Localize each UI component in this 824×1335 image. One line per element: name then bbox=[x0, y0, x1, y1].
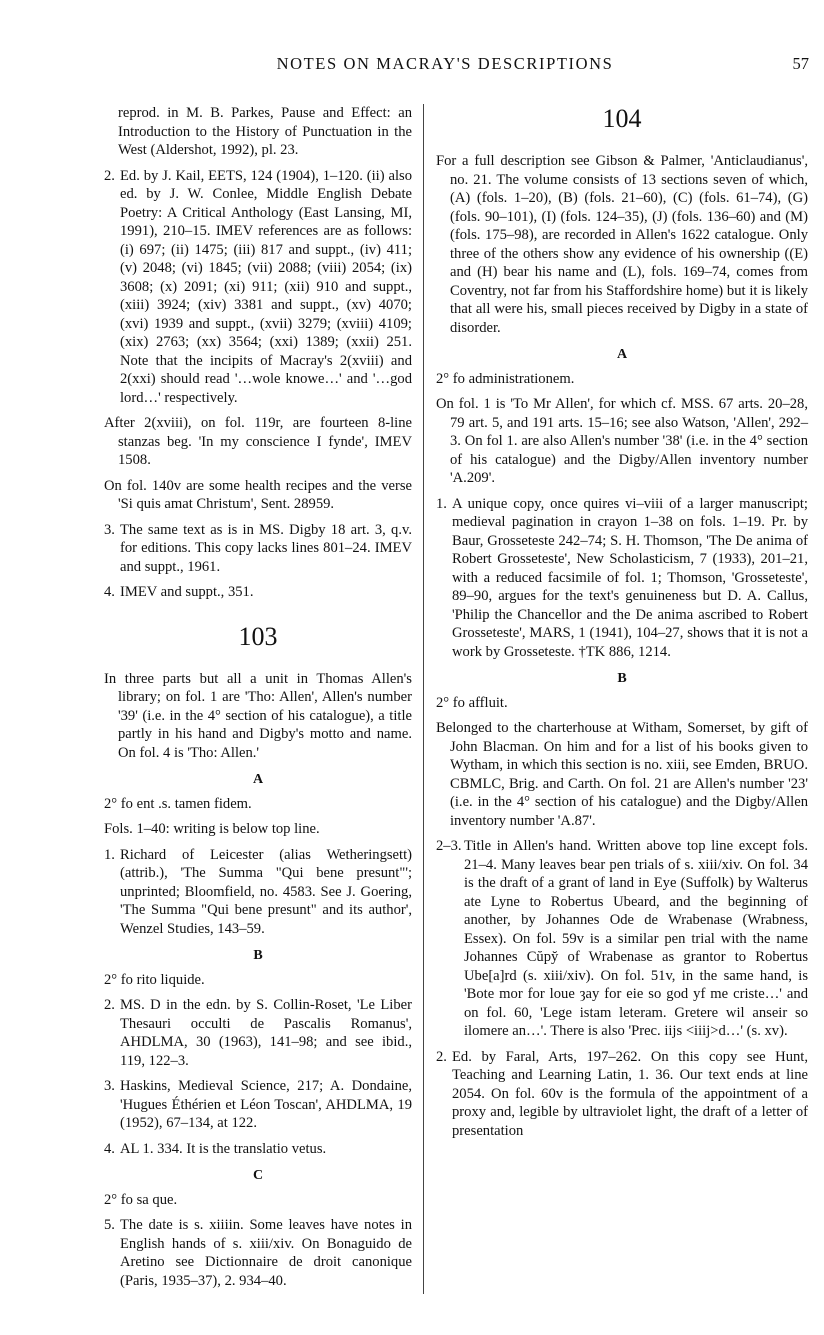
note-a1 bbox=[104, 846, 412, 939]
note-number: 2. bbox=[104, 167, 115, 184]
note-number: 4. bbox=[104, 584, 115, 600]
note-number: 2–3. bbox=[436, 838, 462, 854]
continuation-paragraph: reprod. in M. B. Parkes, Pause and Effect: an Introduction to the History of Punctuation in the West (Aldershot, 1992), pl. 23. bbox=[118, 105, 412, 158]
manuscript-heading-104: 104 bbox=[602, 104, 642, 133]
section-heading-b: B bbox=[617, 671, 627, 686]
second-folio-b: 2° fo rito liquide. bbox=[104, 971, 205, 988]
second-folio-c: 2° fo sa que. bbox=[104, 1191, 178, 1208]
section-heading-a: A bbox=[616, 347, 628, 362]
note-text: MS. D in the edn. by S. Collin-Roset, 'Le Liber Thesauri occulti de Pascalis Romanus', AHDLMA, 30 (1963), 141–98; and see ibid., 119, 122–3. bbox=[120, 997, 412, 1069]
after-note-paragraph: After 2(xviii), on fol. 119r, are fourteen 8-line stanzas beg. 'In my conscience I fynde', IMEV 1508. bbox=[104, 415, 412, 468]
page-header bbox=[105, 54, 809, 76]
running-head: NOTES ON MACRAY'S DESCRIPTIONS bbox=[276, 54, 614, 73]
fol-140-paragraph: On fol. 140v are some health recipes and the verse 'Si quis amat Christum', Sent. 28959. bbox=[104, 477, 412, 512]
note-3 bbox=[104, 521, 412, 577]
right-column bbox=[436, 104, 808, 1147]
page-number: 57 bbox=[792, 54, 809, 73]
note-text: AL 1. 334. It is the translatio vetus. bbox=[120, 1140, 327, 1157]
fol-1-paragraph: On fol. 1 is 'To Mr Allen', for which cf. MSS. 67 arts. 20–28, 79 art. 5, and 191 arts. 15–16; see also Watson, 'Allen', 292–3. On fol 1. are also Allen's number '38' (i.e. in the 4° section of his catalogue) and the Digby/Allen inventory number 'A.209'. bbox=[436, 396, 808, 486]
note-text: Haskins, Medieval Science, 217; A. Dondaine, 'Hugues Éthérien et Léon Toscan', AHDLMA, 19 (1952), 67–134, at 122. bbox=[120, 1078, 412, 1131]
second-folio-a: 2° fo ent .s. tamen fidem. bbox=[104, 795, 252, 812]
manuscript-intro-104: For a full description see Gibson & Palmer, 'Anticlaudianus', no. 21. The volume consists of 13 sections seven of which, (A) (fols. 1–20), (B) (fols. 21–60), (C) (fols. 61–74), (G) (fols. 90–101), (I) (fols. 124–35), (J) (fols. 136–60) and (M) (fols. 175–98), are recorded in Allen's 1622 catalogue. Only three of the others show any evidence of his ownership ((E) and (H) bear his name and (L), fols. 169–74, comes from Coventry, not far from his Staffordshire home) but it is likely that all were his, small pieces received by Digby in a state of disorder. bbox=[436, 153, 808, 336]
note-b2-3 bbox=[436, 837, 808, 1041]
note-4 bbox=[104, 583, 412, 602]
note-number: 3. bbox=[104, 521, 115, 538]
section-heading-b: B bbox=[253, 948, 263, 963]
note-number: 1. bbox=[436, 495, 447, 512]
note-text: A unique copy, once quires vi–viii of a larger manuscript; medieval pagination in crayon 1–38 on fols. 1–19. Pr. by Baur, Grosseteste 242–74; S. H. Thomson, 'The De anima of Robert Grosseteste', New Scholasticism, 7 (1933), 201–21, with a reduced facsimile of fol. 1; Thomson, 'Grosseteste', 89–90, argues for the text's genuineness but D. A. Callus, 'Philip the Chancellor and the De anima ascribed to Robert Grosseteste', MARS, 1 (1941), 104–27, shows that it is not a work by Grosseteste. †TK 886, 1214. bbox=[452, 495, 808, 660]
note-text: Ed. by J. Kail, EETS, 124 (1904), 1–120. (ii) also ed. by J. W. Conlee, Middle English Debate Poetry: A Critical Anthology (East Lansing, MI, 1991), 210–15. IMEV references are as follows: (i) 697; (ii) 1475; (iii) 817 and suppt., (iv) 411; (v) 2048; (vi) 1845; (vii) 2088; (viii) 2054; (ix) 3608; (x) 2091; (xi) 911; (xii) 910 and suppt., (xiii) 3924; (xiv) 3381 and suppt., (xv) 4070; (xvi) 1939 and suppt., (xvii) 3279; (xviii) 4109; (xix) 2763; (xx) 3564; (xxi) 1389; (xxii) 251. Note that the incipits of Macray's 2(xviii) and 2(xxi) should read '…wole knowe…' and '…god lord…' respectively. bbox=[120, 167, 412, 406]
note-number: 1. bbox=[104, 846, 115, 863]
note-b2 bbox=[104, 996, 412, 1070]
note-text: The same text as is in MS. Digby 18 art. 3, q.v. for editions. This copy lacks lines 801–24. IMEV and suppt., 1961. bbox=[120, 521, 412, 575]
section-heading-c: C bbox=[252, 1168, 264, 1183]
note-text: Richard of Leicester (alias Wetheringsett) (attrib.), 'The Summa "Qui bene presunt"'; unprinted; Bloomfield, no. 4583. See J. Goering, 'The Summa "Qui bene presunt" and its author', Wenzel Studies, 143–59. bbox=[120, 846, 412, 937]
note-b3 bbox=[104, 1077, 412, 1133]
note-2 bbox=[104, 167, 412, 408]
note-c5 bbox=[104, 1216, 412, 1290]
second-folio-a: 2° fo administrationem. bbox=[436, 370, 575, 387]
manuscript-intro-103: In three parts but all a unit in Thomas Allen's library; on fol. 1 are 'Tho: Allen', Allen's number '39' (i.e. in the 4° section of his catalogue), a title partly in his hand and Digby's motto and name. On fol. 4 is 'Tho: Allen.' bbox=[104, 670, 412, 761]
note-number: 2. bbox=[436, 1048, 447, 1065]
note-b2 bbox=[436, 1048, 808, 1141]
column-divider bbox=[423, 104, 424, 1294]
note-text: IMEV and suppt., 351. bbox=[120, 584, 254, 600]
note-number: 5. bbox=[104, 1217, 115, 1233]
note-text: Title in Allen's hand. Written above top line except fols. 21–4. Many leaves bear pen trials of s. xiii/xiv. On fol. 34 is the draft of a grant of land in Eye (Suffolk) by Walterus ate Lyne to Robertus Ubeard, and the beginning of another, by Johannes Ode de Wrabenase (Wrabness, Essex). On fol. 59v is a similar pen trial with the name Johannes Cŭpy̆ of Wrabenase as grantor to Robertus Ube[a]rd (s. xiii/xiv). On fol. 51v, in the same hand, is 'Bote mor for loue ȝay for eie so god yf me criste…' and on fol. 60, 'Lege istam leteram. Gretere wil anseir so ilomere an…'. There is also 'Prec. iijs <iiij>d…' (s. xv). bbox=[464, 838, 808, 1039]
folio-note-a: Fols. 1–40: writing is below top line. bbox=[104, 821, 320, 837]
second-folio-b: 2° fo affluit. bbox=[436, 694, 508, 711]
note-number: 4. bbox=[104, 1140, 115, 1157]
left-column bbox=[104, 104, 412, 1297]
note-b4 bbox=[104, 1140, 412, 1159]
note-a1 bbox=[436, 495, 808, 662]
manuscript-heading-103: 103 bbox=[238, 621, 278, 651]
note-text: Ed. by Faral, Arts, 197–262. On this copy see Hunt, Teaching and Learning Latin, 1. 36. Our text ends at line 2054. On fol. 60v is the formula of the appointment of a proxy and, legible by ultraviolet light, the draft of a letter of presentation bbox=[452, 1048, 808, 1139]
note-text: The date is s. xiiiin. Some leaves have notes in English hands of s. xiii/xiv. On Bonaguido de Aretino see Dictionnaire de droit canonique (Paris, 1935–37), 2. 934–40. bbox=[120, 1217, 412, 1289]
note-number: 2. bbox=[104, 997, 115, 1013]
note-number: 3. bbox=[104, 1078, 115, 1094]
section-heading-a: A bbox=[252, 772, 264, 787]
provenance-paragraph: Belonged to the charterhouse at Witham, Somerset, by gift of John Blacman. On him and for a list of his books given to Wytham, in which this section is no. xiii, see Emden, BRUO. CBMLC, Brig. and Carth. On fol. 21 are Allen's number '23' (i.e. in the 4° section of his catalogue) and the Digby/Allen inventory number 'A.87'. bbox=[436, 720, 808, 829]
